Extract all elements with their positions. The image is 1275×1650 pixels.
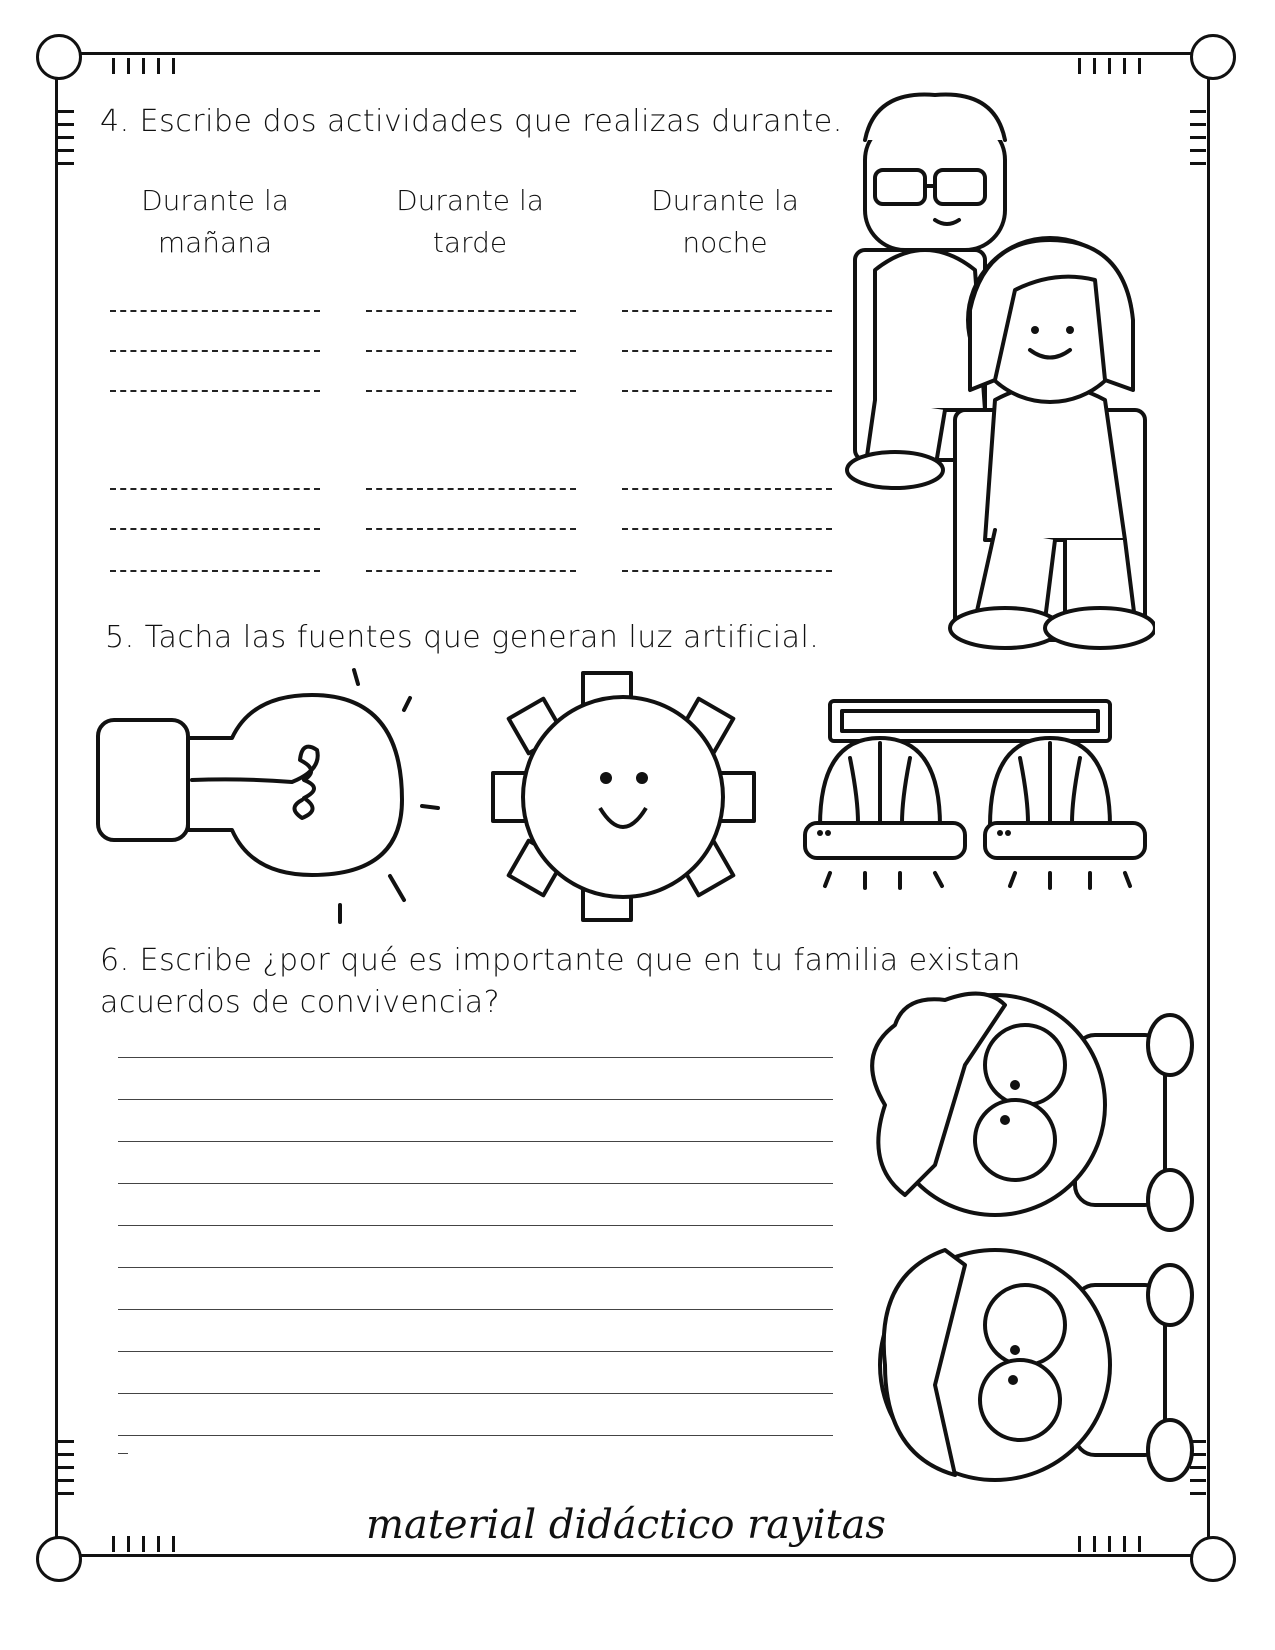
writing-line[interactable] (118, 1393, 833, 1394)
car-headlights-icon[interactable] (800, 698, 1150, 898)
writing-line[interactable] (118, 1141, 833, 1142)
answer-line[interactable] (366, 350, 576, 352)
answer-line[interactable] (622, 570, 832, 572)
writing-line[interactable] (118, 1351, 833, 1352)
answer-line[interactable] (622, 488, 832, 490)
column-header-morning (95, 180, 335, 264)
answer-line[interactable] (622, 310, 832, 312)
answer-line[interactable] (110, 390, 320, 392)
question-5-prompt: 5. Tacha las fuentes que generan luz artificial. (105, 620, 820, 655)
ticks-bottom-right (1078, 1536, 1141, 1552)
ticks-bottom-left (112, 1536, 175, 1552)
column-header-line: tarde (432, 226, 508, 259)
answer-line[interactable] (366, 390, 576, 392)
question-4-prompt: 4. Escribe dos actividades que realizas durante. (100, 104, 843, 139)
ticks-left-bottom (58, 1440, 74, 1495)
column-header-line: Durante la (651, 184, 799, 217)
answer-line[interactable] (110, 488, 320, 490)
answer-line[interactable] (622, 350, 832, 352)
ticks-left-top (58, 110, 74, 165)
ticks-right-top (1190, 110, 1206, 165)
column-header-line: Durante la (396, 184, 544, 217)
writing-line[interactable] (118, 1099, 833, 1100)
answer-line[interactable] (366, 570, 576, 572)
corner-ornament-top-left (36, 34, 82, 80)
answer-line[interactable] (622, 528, 832, 530)
writing-line[interactable] (118, 1309, 833, 1310)
column-header-line: noche (682, 226, 768, 259)
writing-line[interactable] (118, 1183, 833, 1184)
writing-line[interactable] (118, 1225, 833, 1226)
answer-line[interactable] (366, 528, 576, 530)
answer-line[interactable] (110, 570, 320, 572)
writing-line[interactable] (118, 1453, 128, 1454)
ticks-top-left (112, 58, 175, 74)
answer-line[interactable] (110, 528, 320, 530)
writing-line[interactable] (118, 1435, 833, 1436)
children-faces-icon (845, 985, 1205, 1485)
answer-line[interactable] (622, 390, 832, 392)
answer-line[interactable] (110, 350, 320, 352)
lightbulb-icon[interactable] (92, 660, 452, 930)
corner-ornament-bottom-right (1190, 1536, 1236, 1582)
ticks-top-right (1078, 58, 1141, 74)
sun-icon[interactable] (488, 668, 758, 928)
question-6-line: acuerdos de convivencia? (100, 985, 501, 1020)
column-header-afternoon (350, 180, 590, 264)
answer-line[interactable] (366, 310, 576, 312)
grandparents-sitting-icon (835, 80, 1155, 670)
footer-brand: material didáctico rayitas (360, 1502, 892, 1548)
column-header-line: Durante la (141, 184, 289, 217)
corner-ornament-bottom-left (36, 1536, 82, 1582)
answer-line[interactable] (366, 488, 576, 490)
question-6-line: 6. Escribe ¿por qué es importante que en tu familia existan (100, 943, 1021, 978)
writing-line[interactable] (118, 1267, 833, 1268)
answer-line[interactable] (110, 310, 320, 312)
column-header-night (605, 180, 845, 264)
column-header-line: mañana (157, 226, 273, 259)
corner-ornament-top-right (1190, 34, 1236, 80)
writing-line[interactable] (118, 1057, 833, 1058)
